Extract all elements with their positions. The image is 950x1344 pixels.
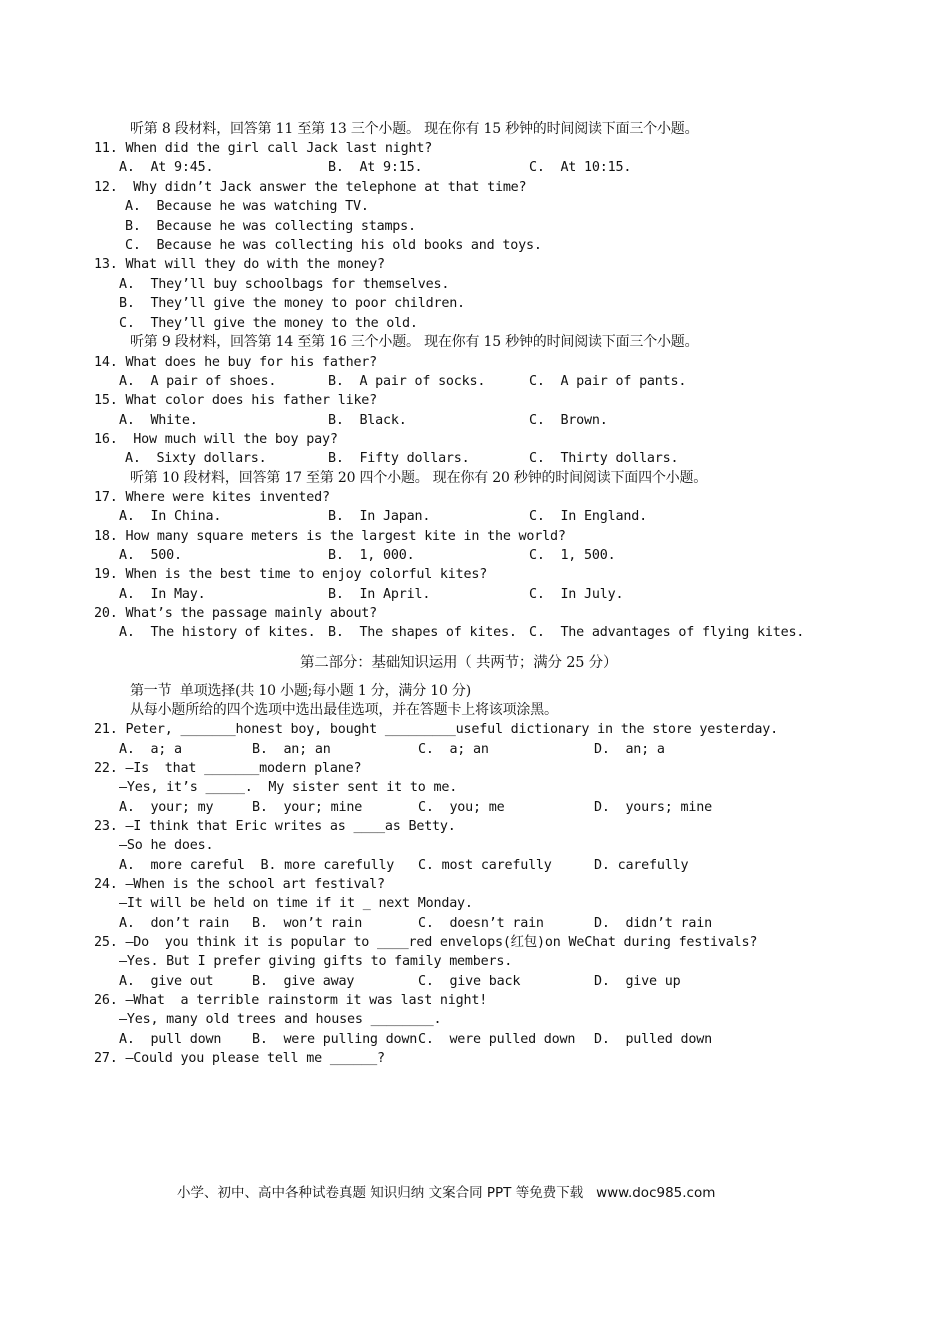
text-line: C. A pair of pants.	[529, 374, 687, 389]
text-line: A. give out	[119, 974, 214, 989]
text-line: 11. When did the girl call Jack last night?	[94, 141, 433, 156]
text-line: B. your; mine	[252, 800, 363, 815]
text-line: A. don’t rain	[119, 916, 230, 931]
text-line: A. In May.	[119, 587, 206, 602]
text-line: D. pulled down	[594, 1032, 712, 1047]
text-line: C. The advantages of flying kites.	[529, 625, 805, 640]
text-line: C. Brown.	[529, 413, 608, 428]
text-line: D. didn’t rain	[594, 916, 712, 931]
text-line: 18. How many square meters is the largest kite in the world?	[94, 529, 566, 544]
text-line: B. won’t rain	[252, 916, 363, 931]
text-line: B. Because he was collecting stamps.	[125, 219, 416, 234]
footer-text: 小学、初中、高中各种试卷真题 知识归纳 文案合同 PPT 等免费下载 www.doc985.com	[177, 1185, 716, 1201]
text-line: A. pull down	[119, 1032, 222, 1047]
text-line: 25. —Do you think it is popular to ____red envelops(红包)on WeChat during festivals?	[94, 935, 758, 950]
text-line: 17. Where were kites invented?	[94, 490, 330, 505]
text-line: B. Black.	[328, 413, 407, 428]
text-line: B. an; an	[252, 742, 331, 757]
text-line: 听第 8 段材料，回答第 11 至第 13 三个小题。 现在你有 15 秒钟的时间阅读下面三个小题。	[130, 121, 699, 137]
text-line: C. give back	[418, 974, 521, 989]
text-line: A. 500.	[119, 548, 182, 563]
text-line: 21. Peter, _______honest boy, bought _________useful dictionary in the store yesterday.	[94, 722, 778, 737]
text-line: 第二部分：基础知识运用（ 共两节；满分 25 分）	[300, 655, 618, 671]
text-line: 12. Why didn’t Jack answer the telephone at that time?	[94, 180, 527, 195]
text-line: C. a; an	[418, 742, 489, 757]
text-line: 19. When is the best time to enjoy colorful kites?	[94, 567, 488, 582]
text-line: D. carefully	[594, 858, 689, 873]
text-line: 听第 9 段材料，回答第 14 至第 16 三个小题。 现在你有 15 秒钟的时间阅读下面三个小题。	[130, 334, 699, 350]
text-line: C. Thirty dollars.	[529, 451, 679, 466]
text-line: C. At 10:15.	[529, 160, 632, 175]
text-line: A. The history of kites.	[119, 625, 316, 640]
text-line: B. In Japan.	[328, 509, 431, 524]
text-line: 24. —When is the school art festival?	[94, 877, 385, 892]
text-line: 15. What color does his father like?	[94, 393, 378, 408]
text-line: D. yours; mine	[594, 800, 712, 815]
text-line: 从每小题所给的四个选项中选出最佳选项，并在答题卡上将该项涂黑。	[130, 702, 558, 718]
text-line: B. They’ll give the money to poor children.	[119, 296, 465, 311]
text-line: 22. —Is that _______modern plane?	[94, 761, 362, 776]
text-line: D. an; a	[594, 742, 665, 757]
text-line: —It will be held on time if it _ next Monday.	[119, 896, 473, 911]
text-line: —Yes, it’s _____. My sister sent it to me.	[119, 780, 458, 795]
text-line: —Yes, many old trees and houses ________.	[119, 1012, 442, 1027]
text-line: A. In China.	[119, 509, 222, 524]
text-line: B. A pair of socks.	[328, 374, 486, 389]
text-line: C. They’ll give the money to the old.	[119, 316, 418, 331]
text-line: A. more careful B. more carefully	[119, 858, 395, 873]
text-line: A. your; my	[119, 800, 214, 815]
text-line: A. They’ll buy schoolbags for themselves.	[119, 277, 450, 292]
text-line: —Yes. But I prefer giving gifts to family members.	[119, 954, 513, 969]
text-line: C. most carefully	[418, 858, 552, 873]
text-line: 14. What does he buy for his father?	[94, 355, 378, 370]
text-line: 20. What’s the passage mainly about?	[94, 606, 378, 621]
text-line: 13. What will they do with the money?	[94, 257, 385, 272]
text-line: B. Fifty dollars.	[328, 451, 470, 466]
text-line: C. Because he was collecting his old books and toys.	[125, 238, 542, 253]
text-line: B. The shapes of kites.	[328, 625, 517, 640]
text-line: C. doesn’t rain	[418, 916, 544, 931]
text-line: B. give away	[252, 974, 355, 989]
text-line: 26. —What a terrible rainstorm it was last night!	[94, 993, 488, 1008]
text-line: 第一节 单项选择(共 10 小题;每小题 1 分，满分 10 分)	[130, 683, 471, 699]
text-line: C. In July.	[529, 587, 624, 602]
text-line: 23. —I think that Eric writes as ____as Betty.	[94, 819, 456, 834]
text-line: C. were pulled down	[418, 1032, 576, 1047]
text-line: 听第 10 段材料，回答第 17 至第 20 四个小题。 现在你有 20 秒钟的时间阅读下面四个小题。	[130, 470, 708, 486]
text-line: B. In April.	[328, 587, 431, 602]
text-line: A. Because he was watching TV.	[125, 199, 369, 214]
text-line: B. At 9:15.	[328, 160, 423, 175]
text-line: A. At 9:45.	[119, 160, 214, 175]
text-line: A. Sixty dollars.	[125, 451, 267, 466]
text-line: —So he does.	[119, 838, 214, 853]
text-line: B. 1, 000.	[328, 548, 415, 563]
text-line: 27. —Could you please tell me ______?	[94, 1051, 385, 1066]
text-line: C. you; me	[418, 800, 505, 815]
text-line: A. White.	[119, 413, 198, 428]
text-line: 16. How much will the boy pay?	[94, 432, 338, 447]
text-line: A. A pair of shoes.	[119, 374, 277, 389]
text-line: C. In England.	[529, 509, 647, 524]
text-line: A. a; a	[119, 742, 182, 757]
text-line: B. were pulling down	[252, 1032, 418, 1047]
text-line: D. give up	[594, 974, 681, 989]
text-line: C. 1, 500.	[529, 548, 616, 563]
